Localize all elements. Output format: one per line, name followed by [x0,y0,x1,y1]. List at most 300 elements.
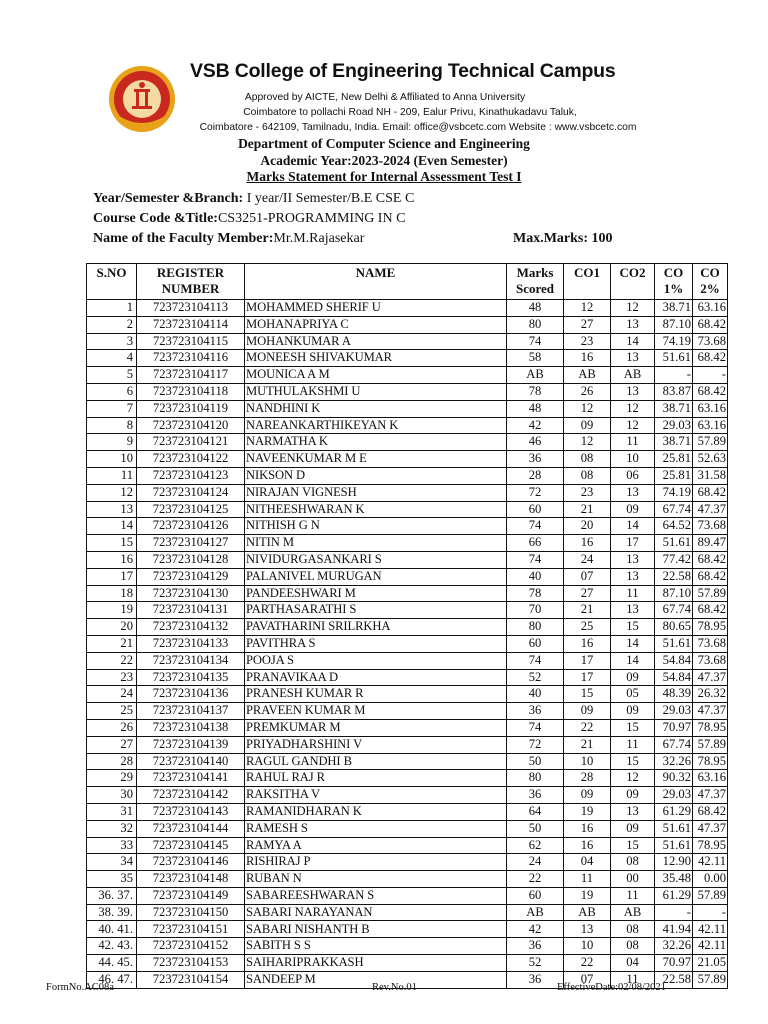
header-sno: S.NO [87,264,137,300]
cell-marks-scored: 52 [507,669,564,686]
cell-co2: 13 [611,803,655,820]
cell-co2: 09 [611,501,655,518]
header-co2: CO2 [611,264,655,300]
cell-marks-scored: 58 [507,350,564,367]
cell-sno: 4 [87,350,137,367]
table-row [87,501,728,518]
cell-marks-scored: 60 [507,887,564,904]
cell-marks-scored: 40 [507,686,564,703]
cell-co1-percent: 67.74 [655,501,693,518]
cell-co1: 25 [564,619,611,636]
cell-register-number: 723723104154 [137,971,245,988]
cell-co2-percent: 63.16 [693,770,728,787]
table-row [87,652,728,669]
table-row [87,551,728,568]
cell-sno: 3 [87,333,137,350]
cell-name: PANDEESHWARI M [245,585,507,602]
cell-co2-percent: 47.37 [693,787,728,804]
table-row [87,467,728,484]
cell-co2: 11 [611,887,655,904]
cell-register-number: 723723104142 [137,787,245,804]
cell-sno: 32 [87,820,137,837]
cell-co2: 17 [611,535,655,552]
cell-co1-percent: 51.61 [655,535,693,552]
cell-sno: 16 [87,551,137,568]
cell-co1: 15 [564,686,611,703]
cell-co2-percent: - [693,904,728,921]
cell-co1-percent: 51.61 [655,635,693,652]
cell-marks-scored: AB [507,904,564,921]
table-row [87,585,728,602]
cell-name: SABARI NISHANTH B [245,921,507,938]
cell-co1: 08 [564,467,611,484]
cell-co1: 20 [564,518,611,535]
cell-co2: 04 [611,955,655,972]
cell-sno: 38. 39. [87,904,137,921]
header-marks-scored: Marks Scored [507,264,564,300]
cell-co1-percent: 48.39 [655,686,693,703]
cell-name: PRAVEEN KUMAR M [245,703,507,720]
cell-co1-percent: 70.97 [655,719,693,736]
faculty-value: Mr.M.Rajasekar [273,231,365,246]
revision-number: Rev.No.01 [372,982,417,993]
cell-co1: 22 [564,719,611,736]
cell-sno: 19 [87,602,137,619]
cell-name: RAGUL GANDHI B [245,753,507,770]
cell-co2-percent: 68.42 [693,350,728,367]
cell-register-number: 723723104126 [137,518,245,535]
cell-sno: 14 [87,518,137,535]
cell-sno: 8 [87,417,137,434]
cell-register-number: 723723104128 [137,551,245,568]
cell-marks-scored: 40 [507,568,564,585]
cell-co1-percent: 54.84 [655,669,693,686]
cell-sno: 20 [87,619,137,636]
cell-marks-scored: 74 [507,652,564,669]
cell-co2-percent: 0.00 [693,871,728,888]
table-row [87,854,728,871]
cell-register-number: 723723104146 [137,854,245,871]
cell-name: PRANESH KUMAR R [245,686,507,703]
cell-co1: 09 [564,787,611,804]
cell-name: PRIYADHARSHINI V [245,736,507,753]
cell-co1: 27 [564,585,611,602]
cell-co2: 13 [611,350,655,367]
cell-co1: 21 [564,736,611,753]
table-row [87,921,728,938]
cell-register-number: 723723104136 [137,686,245,703]
cell-marks-scored: 72 [507,484,564,501]
cell-co1-percent: 80.65 [655,619,693,636]
cell-name: PAVATHARINI SRILRKHA [245,619,507,636]
cell-co1-percent: 83.87 [655,383,693,400]
table-row [87,300,728,317]
cell-marks-scored: 50 [507,753,564,770]
cell-co1-percent: 67.74 [655,736,693,753]
year-semester-branch [93,191,414,207]
cell-co1: 10 [564,938,611,955]
table-row [87,333,728,350]
cell-register-number: 723723104118 [137,383,245,400]
cell-co2-percent: 57.89 [693,434,728,451]
table-row [87,619,728,636]
cell-co2: 14 [611,518,655,535]
cell-marks-scored: 72 [507,736,564,753]
cell-co1: 16 [564,820,611,837]
cell-register-number: 723723104129 [137,568,245,585]
cell-co1: 10 [564,753,611,770]
cell-marks-scored: 36 [507,938,564,955]
course-code-title [93,211,405,227]
college-name: VSB College of Engineering Technical Campus [190,60,616,82]
cell-co2: 08 [611,921,655,938]
cell-marks-scored: 52 [507,955,564,972]
table-row [87,451,728,468]
cell-co2-percent: 47.37 [693,703,728,720]
cell-marks-scored: 24 [507,854,564,871]
cell-co1: 23 [564,484,611,501]
department-title: Department of Computer Science and Engineering [238,136,530,151]
cell-co2: 13 [611,602,655,619]
marks-table [86,263,728,989]
cell-co1-percent: 12.90 [655,854,693,871]
table-row [87,770,728,787]
cell-co2: 15 [611,837,655,854]
cell-register-number: 723723104130 [137,585,245,602]
cell-co2-percent: 73.68 [693,518,728,535]
cell-co2-percent: 73.68 [693,635,728,652]
cell-name: MOHANKUMAR A [245,333,507,350]
cell-marks-scored: 36 [507,971,564,988]
cell-name: SABARI NARAYANAN [245,904,507,921]
cell-co1: 28 [564,770,611,787]
cell-sno: 35 [87,871,137,888]
cell-sno: 24 [87,686,137,703]
cell-co1: 24 [564,551,611,568]
cell-name: NIRAJAN VIGNESH [245,484,507,501]
cell-co1-percent: 32.26 [655,938,693,955]
cell-co2-percent: 63.16 [693,300,728,317]
cell-sno: 27 [87,736,137,753]
table-row [87,316,728,333]
cell-register-number: 723723104116 [137,350,245,367]
cell-sno: 42. 43. [87,938,137,955]
cell-co1-percent: 38.71 [655,400,693,417]
cell-co2-percent: 68.42 [693,316,728,333]
cell-name: NANDHINI K [245,400,507,417]
cell-sno: 13 [87,501,137,518]
year-label: Year/Semester &Branch: [93,191,244,206]
table-row [87,686,728,703]
cell-sno: 18 [87,585,137,602]
cell-marks-scored: 42 [507,921,564,938]
cell-co1-percent: 22.58 [655,568,693,585]
cell-sno: 44. 45. [87,955,137,972]
cell-register-number: 723723104152 [137,938,245,955]
cell-co2-percent: 47.37 [693,501,728,518]
cell-co1-percent: 25.81 [655,467,693,484]
cell-co2-percent: 57.89 [693,736,728,753]
cell-sno: 25 [87,703,137,720]
cell-sno: 9 [87,434,137,451]
cell-co2: 13 [611,383,655,400]
table-row [87,434,728,451]
cell-name: POOJA S [245,652,507,669]
cell-name: RAMANIDHARAN K [245,803,507,820]
cell-co1: 07 [564,568,611,585]
table-row [87,350,728,367]
address-line-1: Coimbatore to pollachi Road NH - 209, Ealur Privu, Kinathukadavu Taluk, [243,107,577,118]
cell-sno: 5 [87,367,137,384]
cell-co1-percent: - [655,904,693,921]
cell-name: RAKSITHA V [245,787,507,804]
table-row [87,400,728,417]
cell-co1: 16 [564,535,611,552]
cell-co2-percent: 31.58 [693,467,728,484]
cell-name: NAREANKARTHIKEYAN K [245,417,507,434]
cell-sno: 7 [87,400,137,417]
cell-co1-percent: 29.03 [655,787,693,804]
cell-register-number: 723723104114 [137,316,245,333]
cell-name: NITHEESHWARAN K [245,501,507,518]
cell-register-number: 723723104143 [137,803,245,820]
table-row [87,887,728,904]
cell-sno: 31 [87,803,137,820]
cell-name: RUBAN N [245,871,507,888]
cell-co2-percent: 73.68 [693,333,728,350]
cell-co2: 11 [611,585,655,602]
cell-co1: 19 [564,887,611,904]
table-row [87,518,728,535]
cell-co2-percent: 57.89 [693,971,728,988]
cell-name: NARMATHA K [245,434,507,451]
table-row [87,383,728,400]
cell-name: NIVIDURGASANKARI S [245,551,507,568]
table-row [87,736,728,753]
cell-co2: 09 [611,669,655,686]
cell-register-number: 723723104153 [137,955,245,972]
cell-co1-percent: 64.52 [655,518,693,535]
cell-marks-scored: 36 [507,787,564,804]
cell-name: MONEESH SHIVAKUMAR [245,350,507,367]
cell-register-number: 723723104127 [137,535,245,552]
cell-register-number: 723723104151 [137,921,245,938]
cell-co2: 08 [611,854,655,871]
cell-register-number: 723723104133 [137,635,245,652]
cell-marks-scored: 60 [507,501,564,518]
table-row [87,703,728,720]
cell-co2: 10 [611,451,655,468]
table-row [87,955,728,972]
cell-marks-scored: 74 [507,333,564,350]
cell-co1-percent: 29.03 [655,417,693,434]
cell-marks-scored: 80 [507,316,564,333]
cell-co2: 09 [611,787,655,804]
marks-table-body [87,300,728,989]
cell-co2-percent: 63.16 [693,400,728,417]
cell-co2: 15 [611,753,655,770]
cell-co2-percent: 42.11 [693,938,728,955]
cell-name: RAHUL RAJ R [245,770,507,787]
cell-co2: 14 [611,333,655,350]
table-row [87,535,728,552]
cell-sno: 21 [87,635,137,652]
year-value: I year/II Semester/B.E CSE C [243,191,415,206]
cell-co1: 12 [564,400,611,417]
cell-register-number: 723723104150 [137,904,245,921]
cell-marks-scored: 80 [507,619,564,636]
cell-register-number: 723723104134 [137,652,245,669]
cell-register-number: 723723104117 [137,367,245,384]
cell-co1-percent: 22.58 [655,971,693,988]
cell-co1-percent: 32.26 [655,753,693,770]
cell-co2-percent: 68.42 [693,484,728,501]
cell-co1: 16 [564,350,611,367]
cell-co2-percent: 47.37 [693,669,728,686]
cell-marks-scored: 80 [507,770,564,787]
header-name: NAME [245,264,507,300]
effective-date: EffectiveDate:02/08/2021 [557,982,666,993]
cell-co1: 08 [564,451,611,468]
cell-name: PARTHASARATHI S [245,602,507,619]
cell-name: SAIHARIPRAKKASH [245,955,507,972]
college-logo-icon [107,64,177,134]
cell-co1: 23 [564,333,611,350]
cell-name: MUTHULAKSHMI U [245,383,507,400]
table-row [87,753,728,770]
cell-co2-percent: 63.16 [693,417,728,434]
cell-sno: 6 [87,383,137,400]
cell-marks-scored: 74 [507,719,564,736]
cell-marks-scored: AB [507,367,564,384]
cell-co2: 12 [611,400,655,417]
cell-name: MOHAMMED SHERIF U [245,300,507,317]
cell-sno: 17 [87,568,137,585]
cell-co1: 16 [564,635,611,652]
cell-co1-percent: 67.74 [655,602,693,619]
cell-co1: 21 [564,602,611,619]
academic-year-title: Academic Year:2023-2024 (Even Semester) [260,153,508,168]
cell-co1-percent: 61.29 [655,887,693,904]
cell-co2: 15 [611,619,655,636]
address-line-2: Coimbatore - 642109, Tamilnadu, India. Email: office@vsbcetc.com Website : www.vsbcetc.com [199,122,637,133]
course-label: Course Code &Title: [93,211,218,226]
cell-co2: 12 [611,300,655,317]
cell-register-number: 723723104120 [137,417,245,434]
cell-co1: 13 [564,921,611,938]
cell-co1: 26 [564,383,611,400]
cell-marks-scored: 22 [507,871,564,888]
cell-sno: 33 [87,837,137,854]
table-row [87,484,728,501]
cell-co2: 08 [611,938,655,955]
cell-co2-percent: 21.05 [693,955,728,972]
cell-sno: 28 [87,753,137,770]
cell-name: MOUNICA A M [245,367,507,384]
header-register-number: REGISTER NUMBER [137,264,245,300]
table-row [87,837,728,854]
cell-co1-percent: 38.71 [655,434,693,451]
cell-co1-percent: 61.29 [655,803,693,820]
cell-sno: 10 [87,451,137,468]
cell-name: PRANAVIKAA D [245,669,507,686]
cell-co2: 00 [611,871,655,888]
cell-name: MOHANAPRIYA C [245,316,507,333]
cell-register-number: 723723104131 [137,602,245,619]
cell-co2: 14 [611,635,655,652]
cell-marks-scored: 74 [507,551,564,568]
cell-co2-percent: 78.95 [693,753,728,770]
cell-marks-scored: 78 [507,383,564,400]
cell-co2: 13 [611,484,655,501]
cell-sno: 12 [87,484,137,501]
max-marks: Max.Marks: 100 [513,231,613,246]
table-row [87,602,728,619]
cell-sno: 46. 47. [87,971,137,988]
cell-register-number: 723723104144 [137,820,245,837]
table-row [87,417,728,434]
cell-co2: 09 [611,703,655,720]
cell-co2-percent: 78.95 [693,837,728,854]
cell-co2-percent: 57.89 [693,585,728,602]
table-row [87,820,728,837]
cell-name: NITHISH G N [245,518,507,535]
cell-co1: 04 [564,854,611,871]
cell-co1-percent: 77.42 [655,551,693,568]
cell-marks-scored: 46 [507,434,564,451]
cell-name: RAMYA A [245,837,507,854]
cell-co2: 05 [611,686,655,703]
cell-co2-percent: 73.68 [693,652,728,669]
cell-marks-scored: 64 [507,803,564,820]
cell-co1-percent: 51.61 [655,350,693,367]
cell-co2-percent: 89.47 [693,535,728,552]
table-row [87,568,728,585]
cell-co2: 13 [611,316,655,333]
cell-marks-scored: 36 [507,703,564,720]
cell-register-number: 723723104132 [137,619,245,636]
cell-register-number: 723723104121 [137,434,245,451]
cell-co2-percent: 52.63 [693,451,728,468]
cell-co2: AB [611,367,655,384]
cell-marks-scored: 62 [507,837,564,854]
cell-name: NITIN M [245,535,507,552]
cell-co2: 13 [611,568,655,585]
cell-co1-percent: 74.19 [655,333,693,350]
cell-name: RAMESH S [245,820,507,837]
cell-co2: 11 [611,736,655,753]
cell-register-number: 723723104148 [137,871,245,888]
cell-sno: 23 [87,669,137,686]
cell-register-number: 723723104113 [137,300,245,317]
approval-line: Approved by AICTE, New Delhi & Affiliated to Anna University [244,92,526,103]
cell-register-number: 723723104124 [137,484,245,501]
table-row [87,367,728,384]
cell-co1-percent: 87.10 [655,585,693,602]
statement-title: Marks Statement for Internal Assessment Test I [246,169,522,184]
cell-co1-percent: 51.61 [655,820,693,837]
cell-co1: 12 [564,300,611,317]
cell-register-number: 723723104141 [137,770,245,787]
cell-co1: 11 [564,871,611,888]
cell-co2-percent: 26.32 [693,686,728,703]
cell-sno: 1 [87,300,137,317]
cell-co1: 22 [564,955,611,972]
cell-marks-scored: 50 [507,820,564,837]
cell-co1: 09 [564,417,611,434]
table-row [87,904,728,921]
cell-co1-percent: 35.48 [655,871,693,888]
